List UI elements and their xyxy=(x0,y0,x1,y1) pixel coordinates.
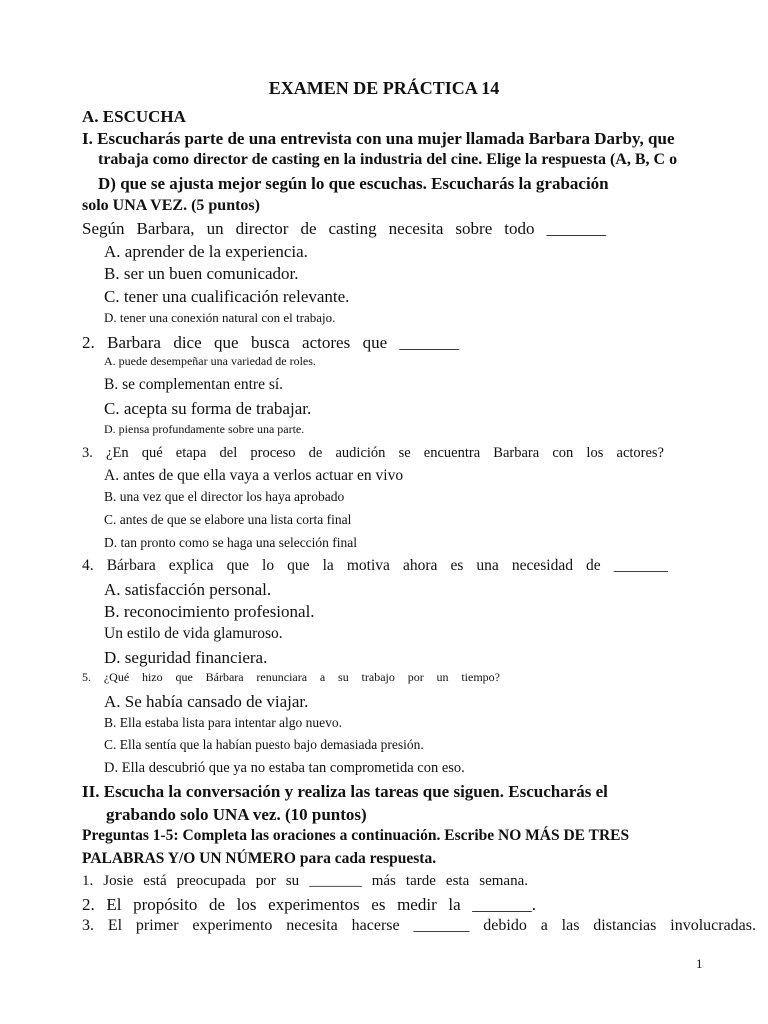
answer-option: A. satisfacción personal. xyxy=(104,580,272,599)
answer-option: A. Se había cansado de viajar. xyxy=(104,692,309,711)
answer-option: D. Ella descubrió que ya no estaba tan comprometida con eso. xyxy=(104,760,465,776)
question-stem: 4. Bárbara explica que lo que la motiva ahora es una necesidad de _______ xyxy=(82,557,668,574)
answer-option: A. puede desempeñar una variedad de roles. xyxy=(104,354,316,368)
answer-option: A. antes de que ella vaya a verlos actuar en vivo xyxy=(104,467,404,484)
page-number: 1 xyxy=(696,956,703,971)
question-stem: Según Barbara, un director de casting necesita sobre todo _______ xyxy=(82,219,606,238)
question-stem: 2. Barbara dice que busca actores que _______ xyxy=(82,333,459,352)
part1-instructions-line: I. Escucharás parte de una entrevista con una mujer llamada Barbara Darby, que xyxy=(82,129,675,148)
answer-option: B. una vez que el director los haya aprobado xyxy=(104,489,345,504)
completion-item: 3. El primer experimento necesita hacerse _______ debido a las distancias involucradas. xyxy=(82,917,756,934)
part1-instructions-line: D) que se ajusta mejor según lo que escuchas. Escucharás la grabación xyxy=(98,174,609,193)
page-title: EXAMEN DE PRÁCTICA 14 xyxy=(268,78,500,98)
section-heading-listening: A. ESCUCHA xyxy=(82,107,186,126)
part2-instructions-line: II. Escucha la conversación y realiza las tareas que siguen. Escucharás el xyxy=(82,782,608,801)
answer-option: C. tener una cualificación relevante. xyxy=(104,287,350,306)
completion-item: 2. El propósito de los experimentos es medir la _______. xyxy=(82,895,536,914)
answer-option: D. piensa profundamente sobre una parte. xyxy=(104,422,305,436)
part1-instructions-line: trabaja como director de casting en la industria del cine. Elige la respuesta (A, B, C o xyxy=(98,151,678,168)
answer-option: Un estilo de vida glamuroso. xyxy=(104,625,283,642)
answer-option: C. Ella sentía que la habían puesto bajo demasiada presión. xyxy=(104,737,424,752)
part2-subheading-line: Preguntas 1-5: Completa las oraciones a continuación. Escribe NO MÁS DE TRES xyxy=(82,827,630,844)
answer-option: C. acepta su forma de trabajar. xyxy=(104,399,312,418)
question-stem: 3. ¿En qué etapa del proceso de audición se encuentra Barbara con los actores? xyxy=(82,445,664,461)
completion-item: 1. Josie está preocupada por su _______ más tarde esta semana. xyxy=(82,873,528,889)
part2-instructions-line: grabando solo UNA vez. (10 puntos) xyxy=(106,805,367,824)
answer-option: C. antes de que se elabore una lista corta final xyxy=(104,512,352,527)
answer-option: A. aprender de la experiencia. xyxy=(104,242,308,261)
part1-instructions-line: solo UNA VEZ. (5 puntos) xyxy=(82,197,260,214)
part2-subheading-line: PALABRAS Y/O UN NÚMERO para cada respuesta. xyxy=(82,850,437,867)
answer-option: B. ser un buen comunicador. xyxy=(104,264,299,283)
answer-option: B. reconocimiento profesional. xyxy=(104,602,315,621)
question-stem: 5. ¿Qué hizo que Bárbara renunciara a su trabajo por un tiempo? xyxy=(82,670,500,684)
answer-option: D. tener una conexión natural con el trabajo. xyxy=(104,310,336,325)
answer-option: B. se complementan entre sí. xyxy=(104,376,284,393)
answer-option: D. seguridad financiera. xyxy=(104,648,268,667)
answer-option: D. tan pronto como se haga una selección final xyxy=(104,535,358,550)
answer-option: B. Ella estaba lista para intentar algo nuevo. xyxy=(104,715,343,730)
